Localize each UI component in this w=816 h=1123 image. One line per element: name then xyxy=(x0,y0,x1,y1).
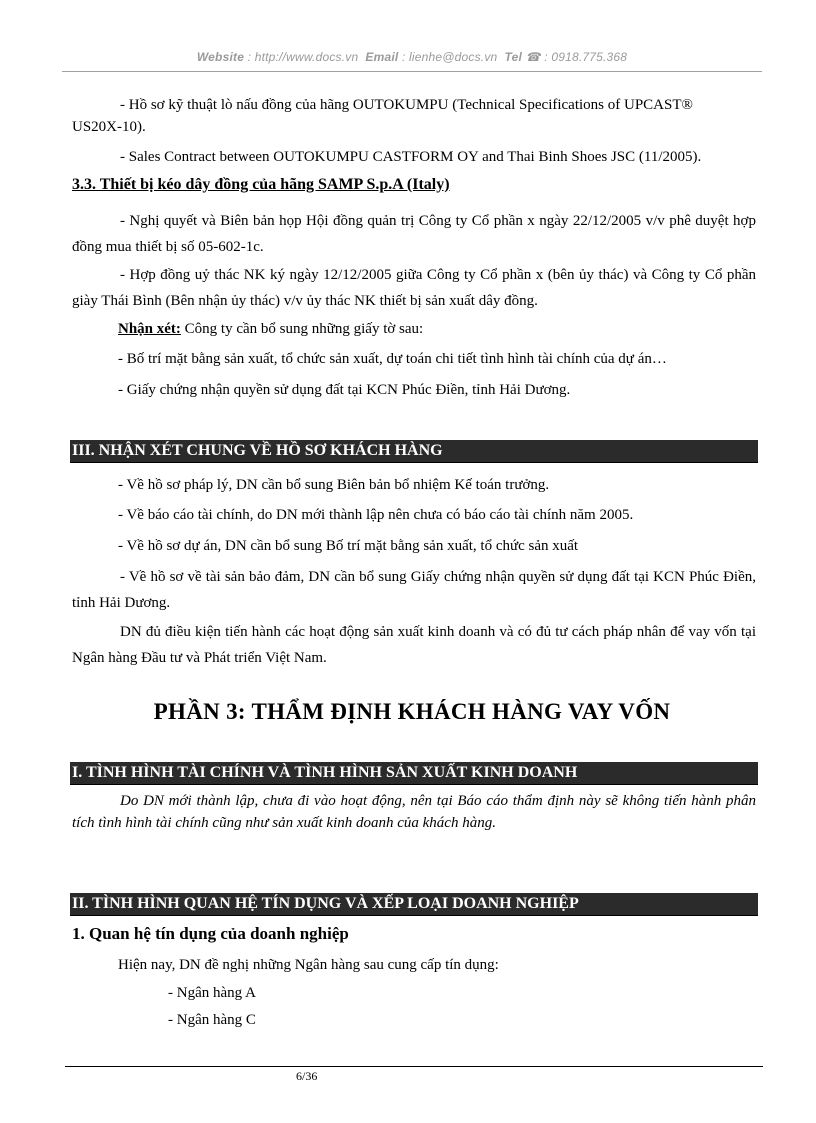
section-iii-item-2: - Về báo cáo tài chính, do DN mới thành lập nên chưa có báo cáo tài chính năm 2005. xyxy=(118,507,634,523)
section-3-3-title: 3.3. Thiết bị kéo dây đồng của hãng SAMP S.p.A (Italy) xyxy=(72,176,450,193)
remark xyxy=(118,316,758,342)
section-iii-conclusion: DN đủ điều kiện tiến hành các hoạt động sản xuất kinh doanh và có đủ tư cách pháp nhân để vay vốn tại Ngân hàng Đầu tư và Phát triển Việt Nam. xyxy=(72,624,756,666)
doc-item-1-line-1: - Hồ sơ kỹ thuật lò nấu đồng của hãng OUTOKUMPU (Technical Specifications of UPCAST® xyxy=(120,97,693,113)
remark-item-1: - Bố trí mặt bằng sản xuất, tổ chức sản xuất, dự toán chi tiết tình hình tài chính của dự án… xyxy=(118,351,667,367)
website-label: Website xyxy=(196,50,245,64)
remark-item-2: - Giấy chứng nhận quyền sử dụng đất tại KCN Phúc Điền, tỉnh Hải Dương. xyxy=(118,382,571,398)
email-address[interactable]: : lienhe@docs.vn xyxy=(401,50,498,64)
remark-text: Công ty cần bổ sung những giấy tờ sau: xyxy=(180,321,424,337)
section-ii-underline xyxy=(70,915,758,916)
section-iii-item-4: - Về hồ sơ về tài sản bảo đảm, DN cần bổ sung Giấy chứng nhận quyền sử dụng đất tại KCN Phúc Điền, tỉnh Hải Dương. xyxy=(72,569,756,611)
section-iii-item-3: - Về hồ sơ dự án, DN cần bổ sung Bố trí mặt bằng sản xuất, tổ chức sản xuất xyxy=(118,538,579,554)
section-i-underline xyxy=(70,784,758,785)
section-ii-title-bar: II. TÌNH HÌNH QUAN HỆ TÍN DỤNG VÀ XẾP LOẠI DOANH NGHIỆP xyxy=(70,893,758,915)
bank-list-item: - Ngân hàng A xyxy=(168,985,256,1001)
section-iii-item-1: - Về hồ sơ pháp lý, DN cần bổ sung Biên bản bổ nhiệm Kế toán trưởng. xyxy=(118,477,550,493)
website-url[interactable]: : http://www.docs.vn xyxy=(247,50,359,64)
section-ii-sub-1-title: 1. Quan hệ tín dụng của doanh nghiệp xyxy=(72,924,349,943)
page-header xyxy=(62,50,762,70)
phone-icon: ☎ xyxy=(525,50,541,64)
section-iii-underline xyxy=(70,462,758,463)
section-iii-title-bar: III. NHẬN XÉT CHUNG VỀ HỒ SƠ KHÁCH HÀNG xyxy=(70,440,758,462)
section-3-3-item-2: - Hợp đồng uỷ thác NK ký ngày 12/12/2005 giữa Công ty Cổ phần x (bên ủy thác) và Công ty Cổ phần giày Thái Bình (Bên nhận ủy thác) v/v ủy thác NK thiết bị sản xuất dây đồng. xyxy=(72,267,756,309)
doc-item-1-line-2: US20X-10). xyxy=(72,119,146,135)
section-i-text: Do DN mới thành lập, chưa đi vào hoạt động, nên tại Báo cáo thẩm định này sẽ không tiến hành phân tích tình hình tài chính cũng như sản xuất kinh doanh của khách hàng. xyxy=(72,793,756,831)
section-ii-sub-1-intro: Hiện nay, DN đề nghị những Ngân hàng sau cung cấp tín dụng: xyxy=(118,957,499,973)
tel-label: Tel xyxy=(504,50,522,64)
page-number: 6/36 xyxy=(296,1069,318,1083)
remark-label: Nhận xét: xyxy=(118,321,181,337)
doc-item-2: - Sales Contract between OUTOKUMPU CASTFORM OY and Thai Binh Shoes JSC (11/2005). xyxy=(120,149,702,165)
section-i-title-bar: I. TÌNH HÌNH TÀI CHÍNH VÀ TÌNH HÌNH SẢN XUẤT KINH DOANH xyxy=(70,762,758,784)
section-3-3-item-1: - Nghị quyết và Biên bản họp Hội đồng quản trị Công ty Cổ phần x ngày 22/12/2005 v/v phê duyệt hợp đồng mua thiết bị số 05-602-1c. xyxy=(72,213,756,255)
footer-divider xyxy=(65,1066,763,1067)
header-divider xyxy=(62,71,762,72)
part-3-title: PHẦN 3: THẨM ĐỊNH KHÁCH HÀNG VAY VỐN xyxy=(153,699,671,724)
tel-number: : 0918.775.368 xyxy=(544,50,628,64)
bank-list-item: - Ngân hàng C xyxy=(168,1012,256,1028)
email-label: Email xyxy=(365,50,399,64)
